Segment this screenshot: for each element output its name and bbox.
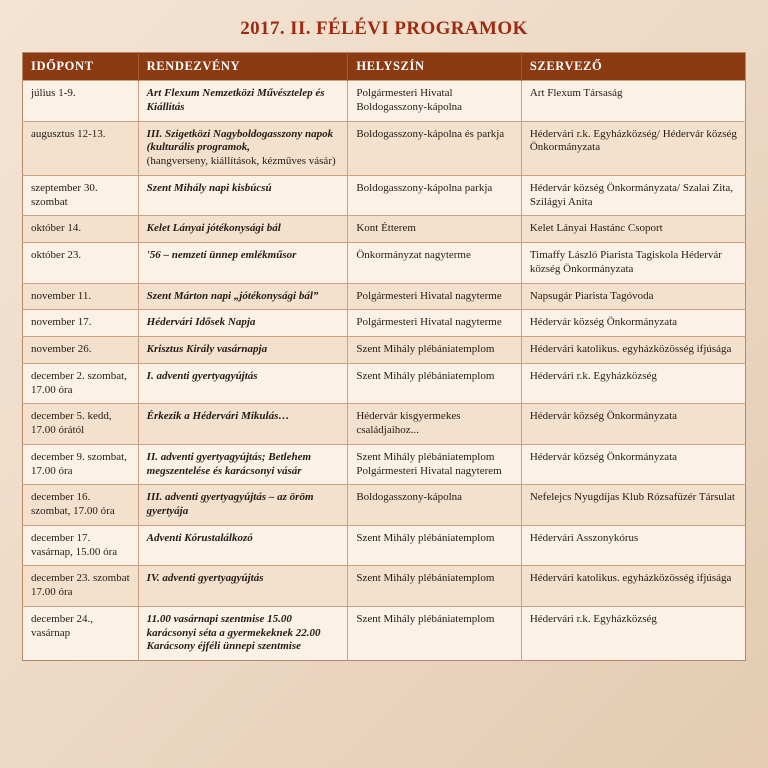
cell-idopont: december 2. szombat, 17.00 óra (23, 363, 139, 404)
table-row (23, 444, 746, 485)
column-header-idopont: IDŐPONT (23, 53, 139, 81)
cell-idopont: december 17. vasárnap, 15.00 óra (23, 525, 139, 566)
table-row (23, 283, 746, 310)
cell-rendezveny (138, 485, 348, 526)
cell-helyszin: Polgármesteri Hivatal nagyterme (348, 283, 522, 310)
table-row (23, 81, 746, 122)
cell-rendezveny (138, 404, 348, 445)
cell-helyszin: Kont Étterem (348, 216, 522, 243)
table-row (23, 121, 746, 175)
table-row (23, 485, 746, 526)
cell-rendezveny (138, 310, 348, 337)
cell-rendezveny (138, 81, 348, 122)
cell-szervezo: Hédervár község Önkormányzata (521, 404, 745, 445)
event-title: Krisztus Király vasárnapja (146, 343, 268, 355)
cell-szervezo: Hédervári Asszonykórus (521, 525, 745, 566)
cell-szervezo: Art Flexum Társaság (521, 81, 745, 122)
cell-helyszin: Szent Mihály plébániatemplom (348, 525, 522, 566)
event-title: I. adventi gyertyagyújtás (146, 369, 258, 382)
column-header-szervezo: SZERVEZŐ (521, 53, 745, 81)
cell-szervezo: Hédervári r.k. Egyházközség (521, 363, 745, 404)
event-title: II. adventi gyertyagyújtás; Betlehem megszentelése és karácsonyi vásár (146, 450, 312, 477)
event-title: Kelet Lányai jótékonysági bál (146, 222, 281, 235)
cell-helyszin: Szent Mihály plébániatemplom Polgármesteri Hivatal nagyterem (348, 444, 522, 485)
event-title: III. Szigetközi Nagyboldogasszony napok (kulturális programok, (146, 127, 334, 154)
cell-idopont: december 16. szombat, 17.00 óra (23, 485, 139, 526)
cell-szervezo: Hédervár község Önkormányzata (521, 310, 745, 337)
table-row (23, 566, 746, 607)
column-header-helyszin: HELYSZÍN (348, 53, 522, 81)
cell-helyszin: Hédervár kisgyermekes családjaihoz... (348, 404, 522, 445)
page-title: 2017. II. FÉLÉVI PROGRAMOK (240, 18, 528, 39)
cell-idopont: október 14. (23, 216, 139, 243)
cell-szervezo: Hédervári r.k. Egyházközség/ Hédervár község Önkormányzata (521, 121, 745, 175)
cell-rendezveny (138, 121, 348, 175)
cell-idopont: július 1-9. (23, 81, 139, 122)
cell-helyszin: Szent Mihály plébániatemplom (348, 337, 522, 364)
cell-helyszin: Szent Mihály plébániatemplom (348, 566, 522, 607)
table-row (23, 216, 746, 243)
cell-helyszin: Boldogasszony-kápolna (348, 485, 522, 526)
cell-szervezo: Napsugár Piarista Tagóvoda (521, 283, 745, 310)
cell-helyszin: Szent Mihály plébániatemplom (348, 363, 522, 404)
program-table (22, 52, 746, 661)
event-title: Adventi Kórustalálkozó (146, 531, 253, 544)
cell-rendezveny (138, 216, 348, 243)
cell-helyszin: Polgármesteri Hivatal nagyterme (348, 310, 522, 337)
event-title: IV. adventi gyertyagyújtás (146, 572, 264, 585)
table-header-row (23, 53, 746, 81)
event-title: 11.00 vasárnapi szentmise 15.00 karácsonyi séta a gyermekeknek 22.00 Karácsony éjféli ünnepi szentmise (146, 612, 321, 653)
cell-rendezveny (138, 566, 348, 607)
event-title: Art Flexum Nemzetközi Művésztelep és Kiállítás (146, 87, 325, 113)
cell-helyszin: Önkormányzat nagyterme (348, 243, 522, 284)
table-row (23, 525, 746, 566)
table-row (23, 175, 746, 216)
cell-rendezveny (138, 337, 348, 364)
cell-rendezveny (138, 444, 348, 485)
cell-idopont: október 23. (23, 243, 139, 284)
cell-rendezveny (138, 606, 348, 660)
cell-idopont: november 26. (23, 337, 139, 364)
cell-szervezo: Hédervár község Önkormányzata/ Szalai Zita, Szilágyi Anita (521, 175, 745, 216)
cell-szervezo: Nefelejcs Nyugdíjas Klub Rózsafüzér Társulat (521, 485, 745, 526)
table-body (23, 81, 746, 661)
cell-idopont: december 9. szombat, 17.00 óra (23, 444, 139, 485)
cell-rendezveny (138, 243, 348, 284)
table-row (23, 337, 746, 364)
cell-idopont: augusztus 12-13. (23, 121, 139, 175)
cell-rendezveny (138, 363, 348, 404)
cell-szervezo: Hédervári r.k. Egyházközség (521, 606, 745, 660)
cell-szervezo: Kelet Lányai Hastánc Csoport (521, 216, 745, 243)
cell-rendezveny (138, 525, 348, 566)
event-title: Érkezik a Hédervári Mikulás… (146, 410, 290, 423)
cell-idopont: december 24., vasárnap (23, 606, 139, 660)
cell-idopont: december 23. szombat 17.00 óra (23, 566, 139, 607)
cell-helyszin: Boldogasszony-kápolna és parkja (348, 121, 522, 175)
cell-szervezo: Timaffy László Piarista Tagiskola Hédervár község Önkormányzata (521, 243, 745, 284)
cell-idopont: november 11. (23, 283, 139, 310)
table-row (23, 310, 746, 337)
cell-idopont: december 5. kedd, 17.00 órától (23, 404, 139, 445)
column-header-rendezveny: RENDEZVÉNY (138, 53, 348, 81)
cell-helyszin: Polgármesteri Hivatal Boldogasszony-kápolna (348, 81, 522, 122)
cell-helyszin: Boldogasszony-kápolna parkja (348, 175, 522, 216)
event-title: Szent Mihály napi kisbúcsú (146, 181, 272, 194)
cell-idopont: november 17. (23, 310, 139, 337)
event-title: Szent Márton napi „jótékonysági bál” (146, 289, 319, 302)
table-row (23, 606, 746, 660)
cell-idopont: szeptember 30. szombat (23, 175, 139, 216)
table-row (23, 363, 746, 404)
event-subtitle: (hangverseny, kiállítások, kézműves vásár) (146, 155, 336, 167)
cell-rendezveny (138, 283, 348, 310)
event-title: '56 – nemzeti ünnep emlékműsor (146, 249, 297, 261)
event-title: Hédervári Idősek Napja (146, 316, 256, 329)
cell-szervezo: Hédervári katolikus. egyházközösség ifjúsága (521, 566, 745, 607)
cell-szervezo: Hédervári katolikus. egyházközösség ifjúsága (521, 337, 745, 364)
cell-rendezveny (138, 175, 348, 216)
table-row (23, 243, 746, 284)
cell-szervezo: Hédervár község Önkormányzata (521, 444, 745, 485)
table-row (23, 404, 746, 445)
event-title: III. adventi gyertyagyújtás – az öröm gyertyája (146, 491, 314, 517)
cell-helyszin: Szent Mihály plébániatemplom (348, 606, 522, 660)
